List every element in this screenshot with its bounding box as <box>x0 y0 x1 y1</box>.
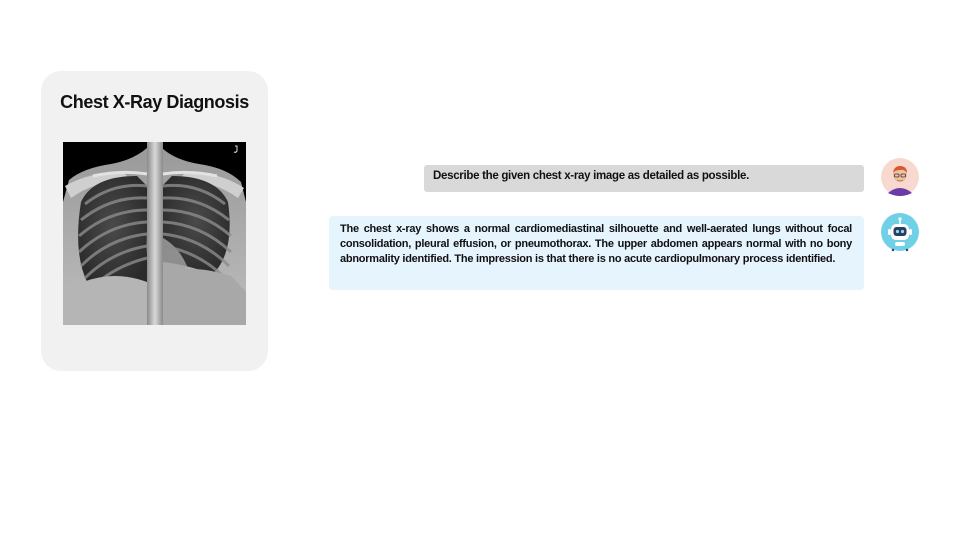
xray-card <box>41 71 268 371</box>
chest-xray-image <box>63 142 246 325</box>
user-avatar-icon <box>880 157 920 197</box>
assistant-message: The chest x-ray shows a normal cardiomediastinal silhouette and well-aerated lungs without focal consolidation, pleural effusion, or pneumothorax. The upper abdomen appears normal with no bony abnormality identified. The impression is that there is no acute cardiopulmonary process identified. <box>329 216 864 290</box>
robot-avatar-icon <box>880 212 920 252</box>
user-message: Describe the given chest x-ray image as detailed as possible. <box>424 165 864 192</box>
card-title: Chest X-Ray Diagnosis <box>60 92 249 112</box>
